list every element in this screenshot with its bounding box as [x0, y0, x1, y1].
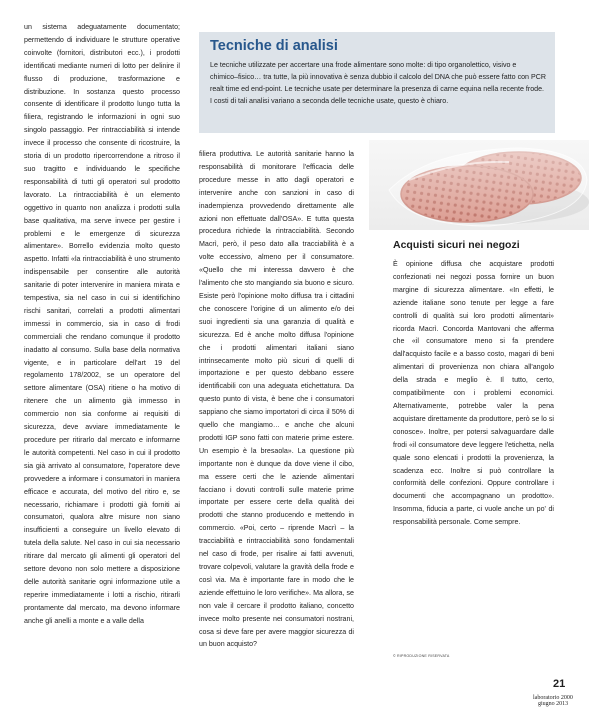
packaged-burger-patties-image — [369, 140, 589, 230]
copyright-credit: © RIPRODUZIONE RISERVATA — [393, 654, 450, 658]
page-number: 21 — [553, 678, 566, 690]
section-title: Acquisti sicuri nei negozi — [393, 239, 520, 251]
article-column-3 — [393, 258, 554, 678]
sidebar-box — [199, 32, 555, 133]
issue-date: giugno 2013 — [538, 701, 569, 707]
sidebar-box-title: Tecniche di analisi — [210, 38, 338, 54]
article-column-2 — [199, 148, 354, 668]
sidebar-box-text: Le tecniche utilizzate per accertare una frode alimentare sono molte: di tipo organolettico, visivo e chimico–fisico… tra tutte, la più innovativa è senza dubbio il calcolo del DNA che può essere fatto con PCR realt time ed end-point. Le tecniche usate per determinare la presenza di carne equina nella recente frode. I costi di tali analisi variano a seconda delle tecniche usate, questo è chiaro. — [210, 61, 546, 105]
column-3-text: È opinione diffusa che acquistare prodotti confezionati nei negozi possa fornire un buon margine di sicurezza alimentare. «In effetti, le aziende italiane sono tenute per legge a fare controlli di qualità sui loro prodotti alimentari» ricorda Macrì. Concorda Mantovani che afferma che «il consumatore meno si fa prendere dall'acquisto facile e a basso costo, magari di beni alimentari di provenienza non chiara all'angolo della strada e meglio è. Il tutto, certo, compatibilmente con i problemi economici. Alternativamente, potrebbe valer la pena acquistare direttamente da produttore, però se lo si conosce». Inoltre, per potersi salvaguardare dalle frodi «il consumatore deve leggere l'etichetta, nella quale sono elencati i prodotti la provenienza, la scadenza ecc. Inoltre si può controllare la conformità delle confezioni. Oppure controllare i documenti che accompagnano un prodotto». Insomma, fiducia a parte, ci vuole anche un po' di responsabilità personale. Come sempre. — [393, 260, 554, 527]
magazine-name: laboratorio 2000 — [533, 695, 573, 701]
column-2-text: filiera produttiva. Le autorità sanitarie hanno la responsabilità di monitorare l'efficacia delle procedure messe in atto dagli operatori e intervenire anche con sanzioni in caso di inadempienza provvedendo direttamente alle azioni non effettuate dall'OSA». E tutta questa procedura richiede la rintracciabilità. Secondo Macrì, però, il peso dato alla tracciabilità è a volte eccessivo, almeno per il consumatore. «Quello che mi interessa davvero è che l'alimento che sto mangiando sia buono e sicuro. Esiste però l'opinione molto diffusa tra i cittadini che conoscere l'origine di un alimento e/o dei suoi ingredienti sia una garanzia di qualità e sicurezza. Ed è anche molto diffusa l'opinione che i prodotti alimentari italiani siano intrinsecamente molto più sicuri di quelli di importazione e per questo debbano essere identificabili con una adeguata etichettatura. Da questo punto di vista, è bene che i consumatori sappiano che siamo importatori di circa il 50% di quello che mangiamo… e anche che alcuni prodotti IGP sono fatti con materie prime estere. Un esempio è la bresaola». La questione più importante non è dunque da dove viene il cibo, ma essere certi che le aziende alimentari facciano i dovuti controlli sulle materie prime importate per essere certe della qualità dei prodotti che stanno producendo e mettendo in commercio. «Poi, certo – riprende Macrì – la tracciabilità e rintracciabilità sono fondamentali nel caso di frode, per risalire ai fatti avvenuti, trovare colpevoli, valutare la gravità della frode e così via. Ma è importante fare in modo che le aziende effettuino le loro verifiche». Ma allora, se non vale il cercare il prodotto italiano, concetto invece molto presente nei consumatori nostrani, cosa si deve fare per avere maggior sicurezza di un buon acquisto? — [199, 150, 354, 649]
column-1-text: un sistema adeguatamente documentato; permettendo di individuare le strutture operative coinvolte (fornitori, distributori ecc.), i prodotti identificati mediante numeri di lotto per delinire il flusso di produzione, trasformazione e distribuzione. In sostanza questo processo consente di identificare il prodotto lungo tutta la filiera, registrando le informazioni in ogni suo singolo passaggio. Per rintracciabilità si intende invece il processo che consente di ricostruire, la storia di un prodotto ripercorrendone a ritroso il suo tragitto e individuando le specifiche responsabilità di tutti gli operatori sul prodotto lavorato. La rintracciabilità è un elemento oggettivo in quanto non analizza i prodotti sulla base qualitativa, ma serve invece per gestire i problemi e le emergenze di sicurezza alimentare». Borrello evidenzia molto questo aspetto. Infatti «la rintracciabilità è uno strumento indispensabile per consentire alle autorità sanitarie di poter intervenire in maniera mirata e tempestiva, sia nel caso in cui si identifichino rischi sanitari, correlati a prodotti alimentari immessi in commercio, sia in caso di frodi commerciali che rendano comunque il prodotto inadatto al consumo. Sulla base della normativa vigente, e in particolare dell'art 19 del regolamento 178/2002, se un operatore del settore alimentare (OSA) ritiene o ha motivo di ritenere che un alimento già immesso in commercio non sia conforme ai requisiti di sicurezza, deve avviare immediatamente le procedure per ritirarlo dal mercato e informarne le autorità competenti. Nel caso in cui il prodotto sia già arrivato al consumatore, l'operatore deve provvedere a informare i consumatori in maniera efficace e accurata, del motivo del ritiro e, se necessario, richiamare i prodotti già forniti ai consumatori, qualora altre misure non siano insufficienti a conseguire un livello elevato di tutela della salute. Nel caso in cui sia necessario ritirare dal mercato gli alimenti gli operatori del settore devono non solo mettere a disposizione delle autorità sanitarie ogni informazione utile a reperire immediatamente i lotti a rischio, ritirarli prontamente dal mercato, ma devono informare anche gli anelli a monte e a valle della — [24, 23, 180, 625]
burger-patties-photo — [369, 140, 589, 230]
article-column-1 — [24, 21, 180, 691]
